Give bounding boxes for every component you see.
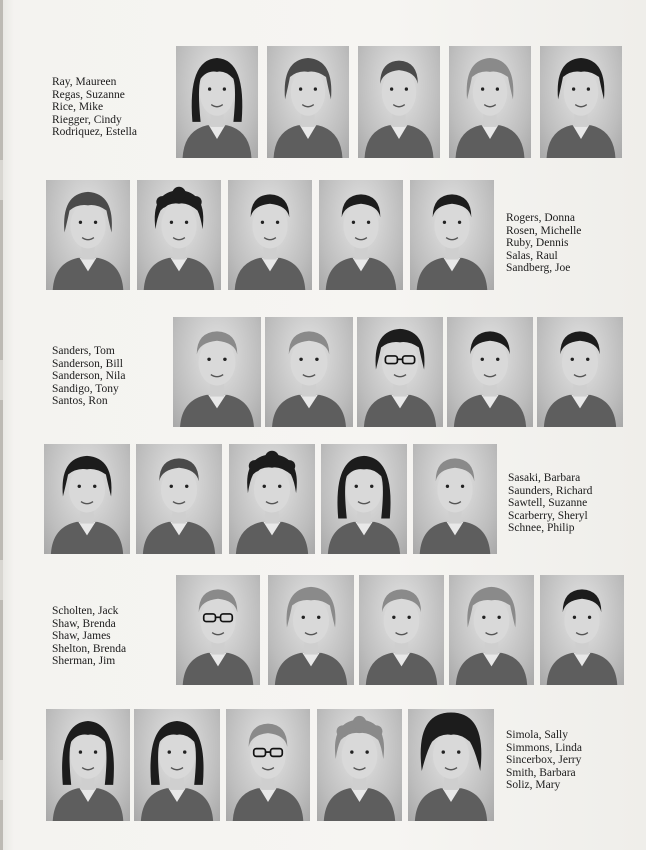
student-name: Rogers, Donna	[506, 212, 575, 224]
student-name: Salas, Raul	[506, 249, 558, 262]
portrait-silhouette	[358, 46, 440, 158]
student-name: Regas, Suzanne	[52, 88, 125, 101]
name-list-6	[506, 729, 582, 792]
student-name: Rodriquez, Estella	[52, 126, 137, 139]
student-name: Ray, Maureen	[52, 76, 117, 88]
student-name: Riegger, Cindy	[52, 113, 122, 126]
student-name: Sincerbox, Jerry	[506, 754, 582, 767]
portrait-silhouette	[408, 709, 494, 821]
portrait-silhouette	[449, 46, 531, 158]
student-name: Shaw, Brenda	[52, 617, 116, 630]
portrait-silhouette	[267, 46, 349, 158]
student-name: Shaw, James	[52, 630, 111, 643]
portrait-silhouette	[44, 444, 130, 554]
portrait-silhouette	[540, 46, 622, 158]
portrait-silhouette	[413, 444, 497, 554]
portrait-silhouette	[46, 180, 130, 290]
student-name: Scarberry, Sheryl	[508, 509, 588, 522]
student-photo	[540, 46, 622, 158]
portrait-silhouette	[540, 575, 624, 685]
portrait-silhouette	[176, 46, 258, 158]
student-photo	[267, 46, 349, 158]
student-photo	[176, 46, 258, 158]
portrait-silhouette	[134, 709, 220, 821]
portrait-silhouette	[176, 575, 260, 685]
portrait-silhouette	[449, 575, 534, 685]
portrait-silhouette	[447, 317, 533, 427]
student-name: Simola, Sally	[506, 729, 568, 741]
portrait-silhouette	[317, 709, 402, 821]
student-name: Sandberg, Joe	[506, 262, 571, 275]
name-list-4	[508, 472, 592, 535]
portrait-silhouette	[265, 317, 353, 427]
name-list-3	[52, 345, 125, 408]
student-photo	[449, 575, 534, 685]
portrait-silhouette	[357, 317, 443, 427]
student-name: Simmons, Linda	[506, 741, 583, 754]
student-photo	[540, 575, 624, 685]
student-photo	[447, 317, 533, 427]
student-name: Santos, Ron	[52, 395, 108, 408]
student-name: Sanderson, Bill	[52, 357, 123, 370]
student-photo	[319, 180, 403, 290]
student-photo	[229, 444, 315, 554]
student-name: Ruby, Dennis	[506, 237, 569, 250]
student-photo	[408, 709, 494, 821]
photo-row-1	[0, 46, 646, 158]
portrait-silhouette	[537, 317, 623, 427]
student-photo	[46, 709, 130, 821]
student-photo	[265, 317, 353, 427]
student-photo	[358, 46, 440, 158]
portrait-silhouette	[268, 575, 354, 685]
student-name: Soliz, Mary	[506, 779, 561, 792]
student-name: Sawtell, Suzanne	[508, 497, 588, 510]
portrait-silhouette	[137, 180, 221, 290]
student-photo	[357, 317, 443, 427]
student-photo	[46, 180, 130, 290]
student-photo	[449, 46, 531, 158]
student-photo	[410, 180, 494, 290]
student-name: Sherman, Jim	[52, 655, 116, 668]
portrait-silhouette	[321, 444, 407, 554]
student-photo	[413, 444, 497, 554]
student-name: Schnee, Philip	[508, 522, 575, 535]
student-photo	[359, 575, 444, 685]
photo-row-2	[0, 180, 646, 290]
student-photo	[136, 444, 222, 554]
photo-row-6	[0, 709, 646, 821]
student-name: Sanderson, Nila	[52, 370, 126, 383]
photo-row-5	[0, 575, 646, 685]
portrait-silhouette	[228, 180, 312, 290]
student-name: Rosen, Michelle	[506, 224, 582, 237]
student-photo	[537, 317, 623, 427]
portrait-silhouette	[229, 444, 315, 554]
student-photo	[137, 180, 221, 290]
student-name: Smith, Barbara	[506, 766, 576, 779]
portrait-silhouette	[136, 444, 222, 554]
name-list-2	[506, 212, 581, 275]
student-photo	[321, 444, 407, 554]
student-name: Shelton, Brenda	[52, 642, 127, 655]
student-name: Rice, Mike	[52, 101, 104, 114]
student-photo	[268, 575, 354, 685]
student-name: Saunders, Richard	[508, 484, 593, 497]
student-name: Sandigo, Tony	[52, 382, 119, 395]
student-photo	[176, 575, 260, 685]
photo-row-4	[0, 444, 646, 554]
student-photo	[173, 317, 261, 427]
portrait-silhouette	[410, 180, 494, 290]
name-list-1	[52, 76, 137, 139]
portrait-silhouette	[226, 709, 310, 821]
student-photo	[228, 180, 312, 290]
student-photo	[317, 709, 402, 821]
student-photo	[44, 444, 130, 554]
portrait-silhouette	[359, 575, 444, 685]
name-list-5	[52, 605, 126, 668]
portrait-silhouette	[319, 180, 403, 290]
student-name: Sanders, Tom	[52, 345, 115, 357]
student-photo	[226, 709, 310, 821]
student-name: Scholten, Jack	[52, 605, 119, 617]
student-photo	[134, 709, 220, 821]
portrait-silhouette	[173, 317, 261, 427]
portrait-silhouette	[46, 709, 130, 821]
student-name: Sasaki, Barbara	[508, 472, 581, 484]
photo-row-3	[0, 317, 646, 427]
